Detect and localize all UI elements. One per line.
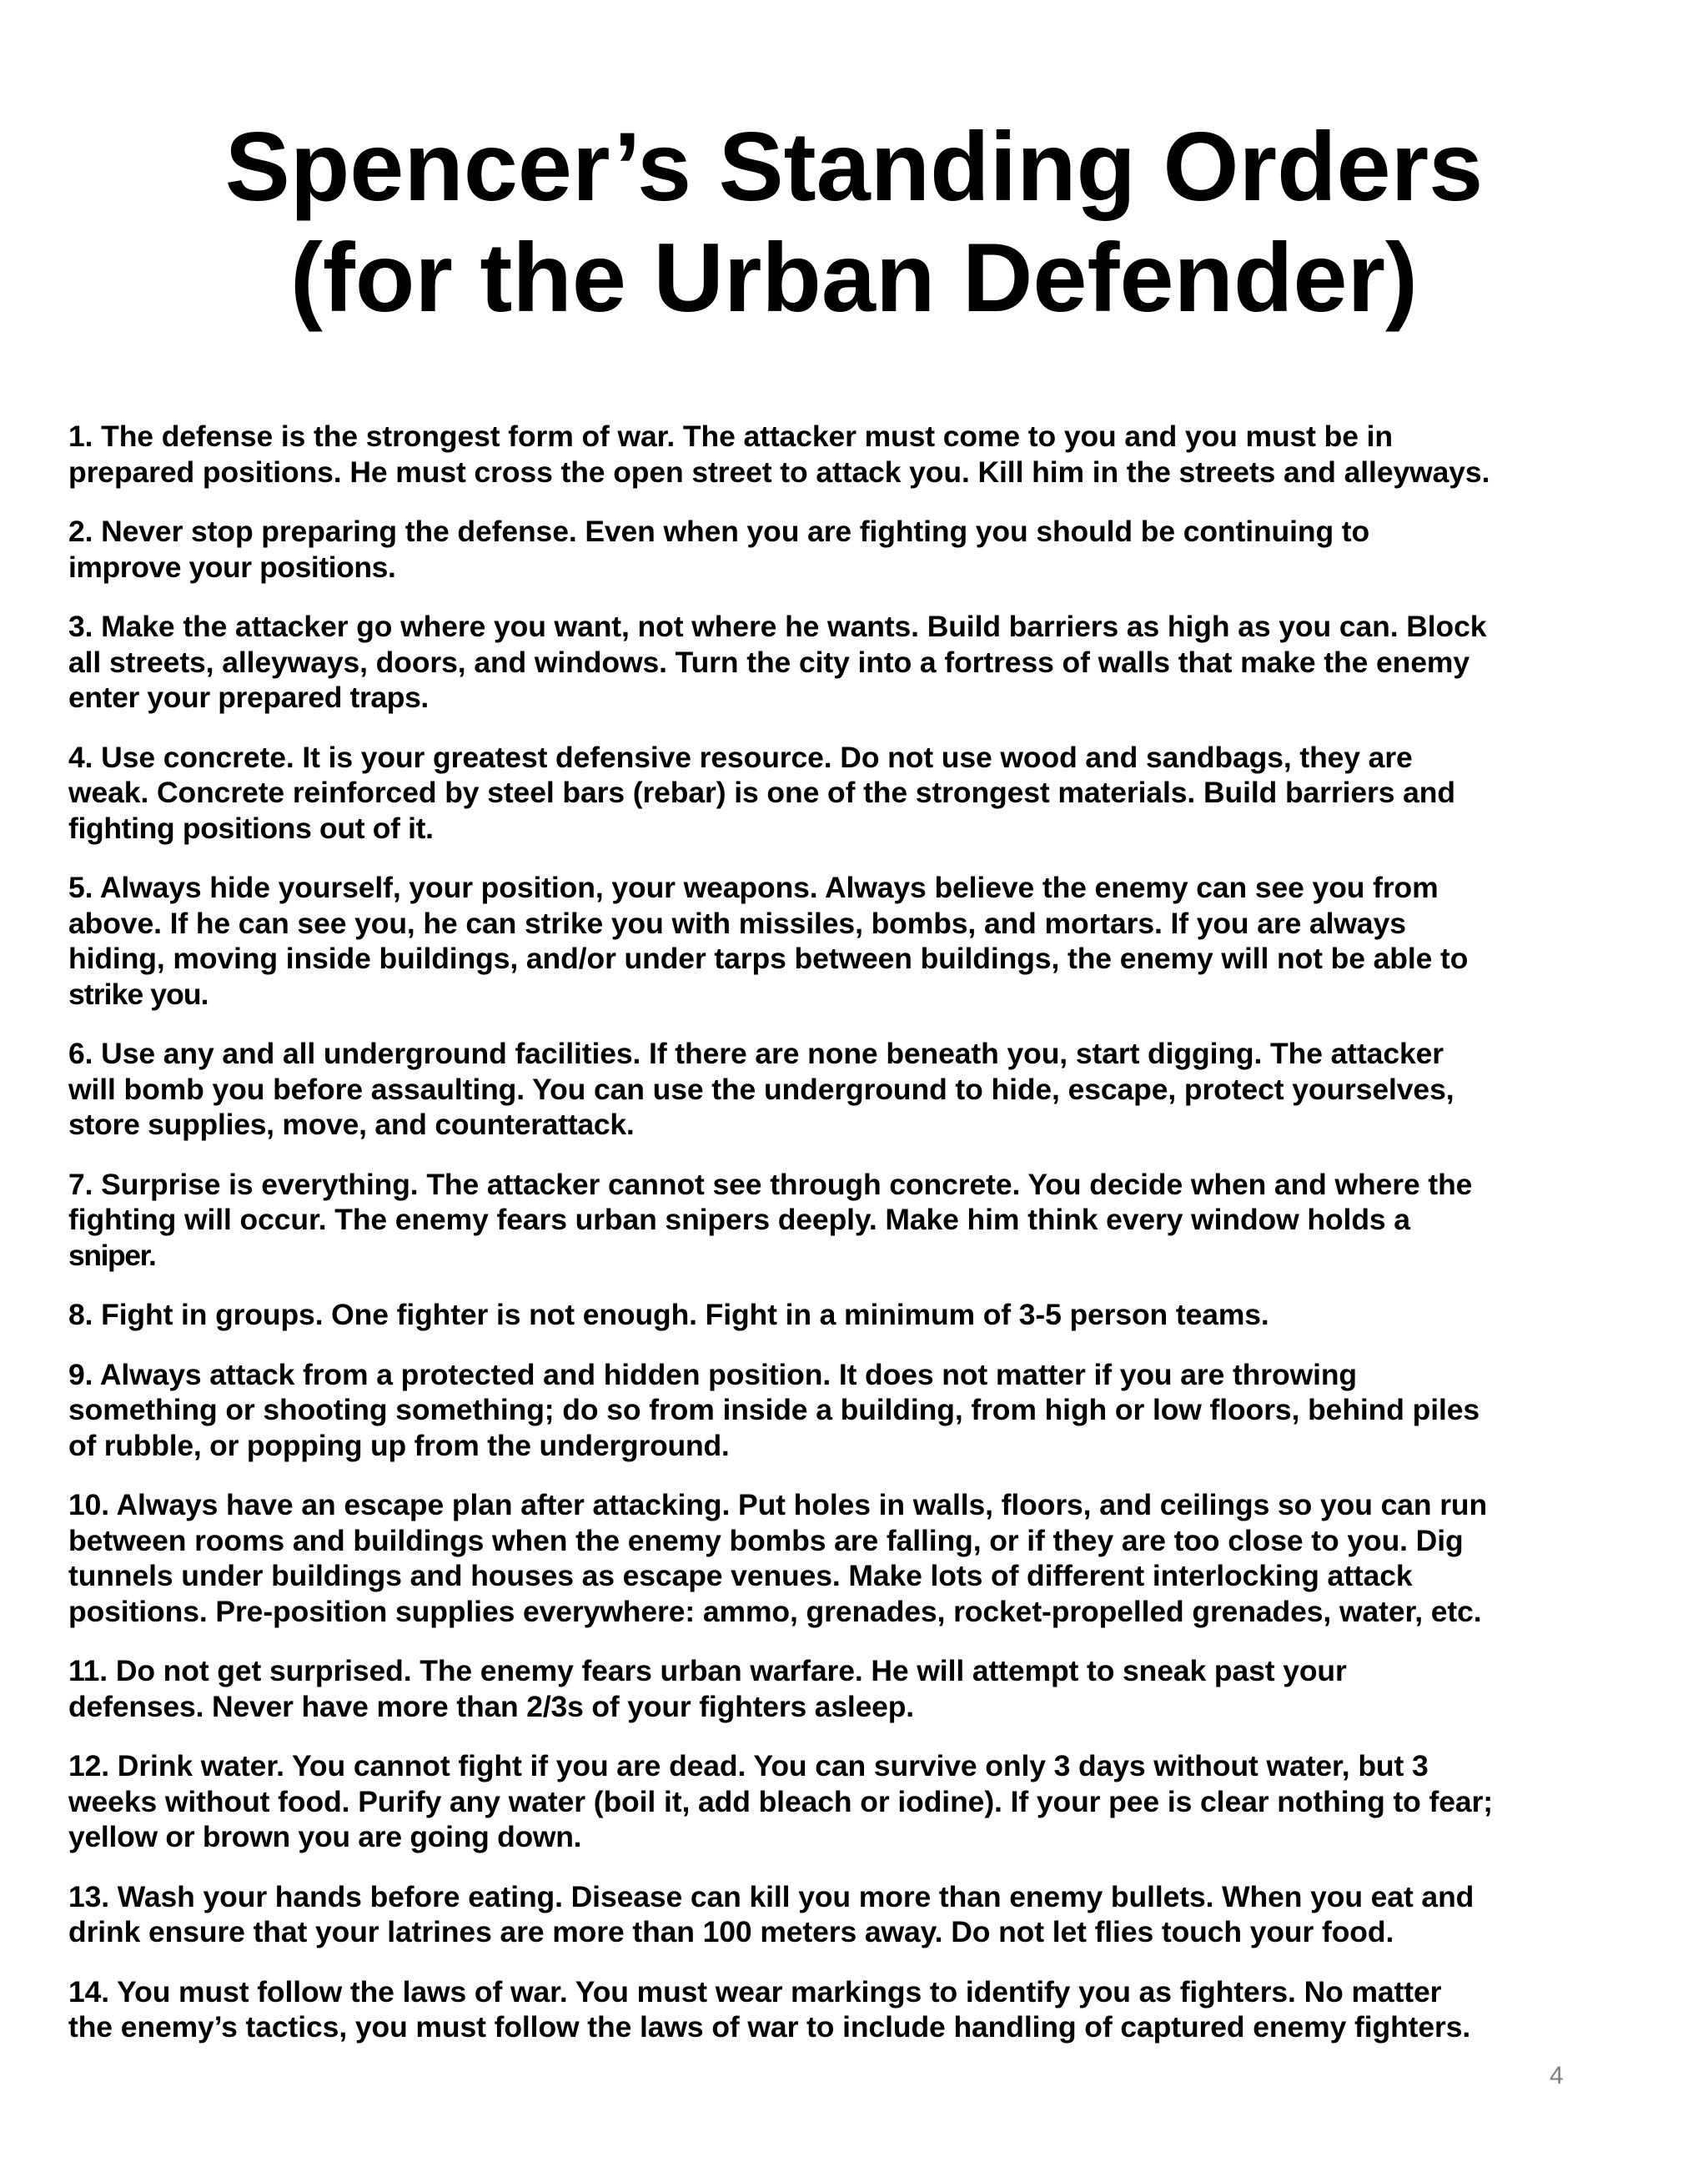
standing-order-line: 5. Always hide yourself, your position, your weapons. Always believe the enemy can see you from: [68, 871, 1439, 904]
standing-order-12: [68, 1748, 1653, 1855]
standing-order-line: 13. Wash your hands before eating. Disease can kill you more than enemy bullets. When you eat and: [68, 1879, 1474, 1913]
standing-orders-list: [68, 419, 1653, 2069]
standing-order-line: sniper.: [68, 1238, 156, 1272]
standing-order-line: between rooms and buildings when the enemy bombs are falling, or if they are too close to you. Dig: [68, 1523, 1464, 1557]
page-title-line-2: (for the Urban Defender): [289, 223, 1419, 332]
standing-order-line: 4. Use concrete. It is your greatest defensive resource. Do not use wood and sandbags, they are: [68, 740, 1413, 774]
standing-order-10: [68, 1487, 1653, 1629]
standing-order-line: positions. Pre-position supplies everywhere: ammo, grenades, rocket-propelled grenades, water, etc.: [68, 1594, 1482, 1628]
standing-order-line: 11. Do not get surprised. The enemy fears urban warfare. He will attempt to sneak past your: [68, 1654, 1347, 1687]
standing-order-line: weak. Concrete reinforced by steel bars (rebar) is one of the strongest materials. Build barriers and: [68, 776, 1455, 809]
standing-order-11: [68, 1653, 1653, 1724]
standing-order-line: strike you.: [68, 977, 208, 1011]
standing-order-line: 9. Always attack from a protected and hidden position. It does not matter if you are throwing: [68, 1357, 1357, 1391]
standing-order-line: will bomb you before assaulting. You can use the underground to hide, escape, protect yourselves,: [68, 1072, 1454, 1106]
standing-order-line: 2. Never stop preparing the defense. Even when you are fighting you should be continuing to: [68, 515, 1370, 548]
standing-order-line: 1. The defense is the strongest form of war. The attacker must come to you and you must be in: [68, 420, 1393, 453]
standing-order-line: 7. Surprise is everything. The attacker cannot see through concrete. You decide when and where the: [68, 1167, 1473, 1201]
page-title: [0, 111, 1708, 333]
standing-order-line: hiding, moving inside buildings, and/or under tarps between buildings, the enemy will not be able to: [68, 942, 1469, 975]
standing-order-line: weeks without food. Purify any water (boil it, add bleach or iodine). If your pee is clear nothing to fear;: [68, 1784, 1494, 1818]
standing-order-line: 12. Drink water. You cannot fight if you are dead. You can survive only 3 days without water, but 3: [68, 1749, 1429, 1782]
standing-order-line: drink ensure that your latrines are more than 100 meters away. Do not let flies touch your food.: [68, 1915, 1394, 1948]
standing-order-line: fighting will occur. The enemy fears urban snipers deeply. Make him think every window holds a: [68, 1203, 1410, 1236]
standing-order-line: tunnels under buildings and houses as escape venues. Make lots of different interlocking attack: [68, 1559, 1413, 1592]
standing-order-5: [68, 870, 1653, 1012]
standing-order-line: enter your prepared traps.: [68, 681, 429, 714]
standing-order-13: [68, 1879, 1653, 1950]
standing-order-line: 3. Make the attacker go where you want, not where he wants. Build barriers as high as you can. Block: [68, 610, 1487, 643]
standing-order-line: 14. You must follow the laws of war. You must wear markings to identify you as fighters. No matter: [68, 1974, 1442, 2009]
standing-order-1: [68, 419, 1653, 490]
standing-order-2: [68, 514, 1653, 585]
standing-order-line: the enemy’s tactics, you must follow the laws of war to include handling of captured enemy fighters.: [68, 2010, 1471, 2044]
standing-order-4: [68, 740, 1653, 847]
standing-order-9: [68, 1357, 1653, 1464]
standing-order-7: [68, 1167, 1653, 1274]
standing-order-line: above. If he can see you, he can strike you with missiles, bombs, and mortars. If you are always: [68, 906, 1406, 940]
standing-order-line: all streets, alleyways, doors, and windows. Turn the city into a fortress of walls that make the enemy: [68, 645, 1470, 679]
standing-order-3: [68, 609, 1653, 716]
standing-order-line: fighting positions out of it.: [68, 811, 434, 845]
standing-order-14: [68, 1974, 1653, 2045]
standing-order-6: [68, 1036, 1653, 1143]
standing-order-8: [68, 1297, 1653, 1333]
standing-order-line: defenses. Never have more than 2/3s of your fighters asleep.: [68, 1689, 914, 1723]
standing-order-line: 10. Always have an escape plan after attacking. Put holes in walls, floors, and ceilings so you can run: [68, 1488, 1488, 1521]
standing-order-line: store supplies, move, and counterattack.: [68, 1108, 635, 1141]
page-number: 4: [1550, 2062, 1564, 2089]
standing-order-line: 8. Fight in groups. One fighter is not enough. Fight in a minimum of 3-5 person teams.: [68, 1298, 1269, 1331]
standing-order-line: of rubble, or popping up from the underground.: [68, 1428, 730, 1462]
standing-order-line: something or shooting something; do so from inside a building, from high or low floors, behind piles: [68, 1393, 1480, 1426]
page-title-line-1: Spencer’s Standing Orders: [224, 112, 1484, 221]
standing-order-line: improve your positions.: [68, 550, 396, 584]
standing-order-line: prepared positions. He must cross the open street to attack you. Kill him in the streets and alleyways.: [68, 455, 1490, 489]
standing-order-line: 6. Use any and all underground facilities. If there are none beneath you, start digging. The attacker: [68, 1037, 1444, 1070]
standing-order-line: yellow or brown you are going down.: [68, 1820, 582, 1853]
